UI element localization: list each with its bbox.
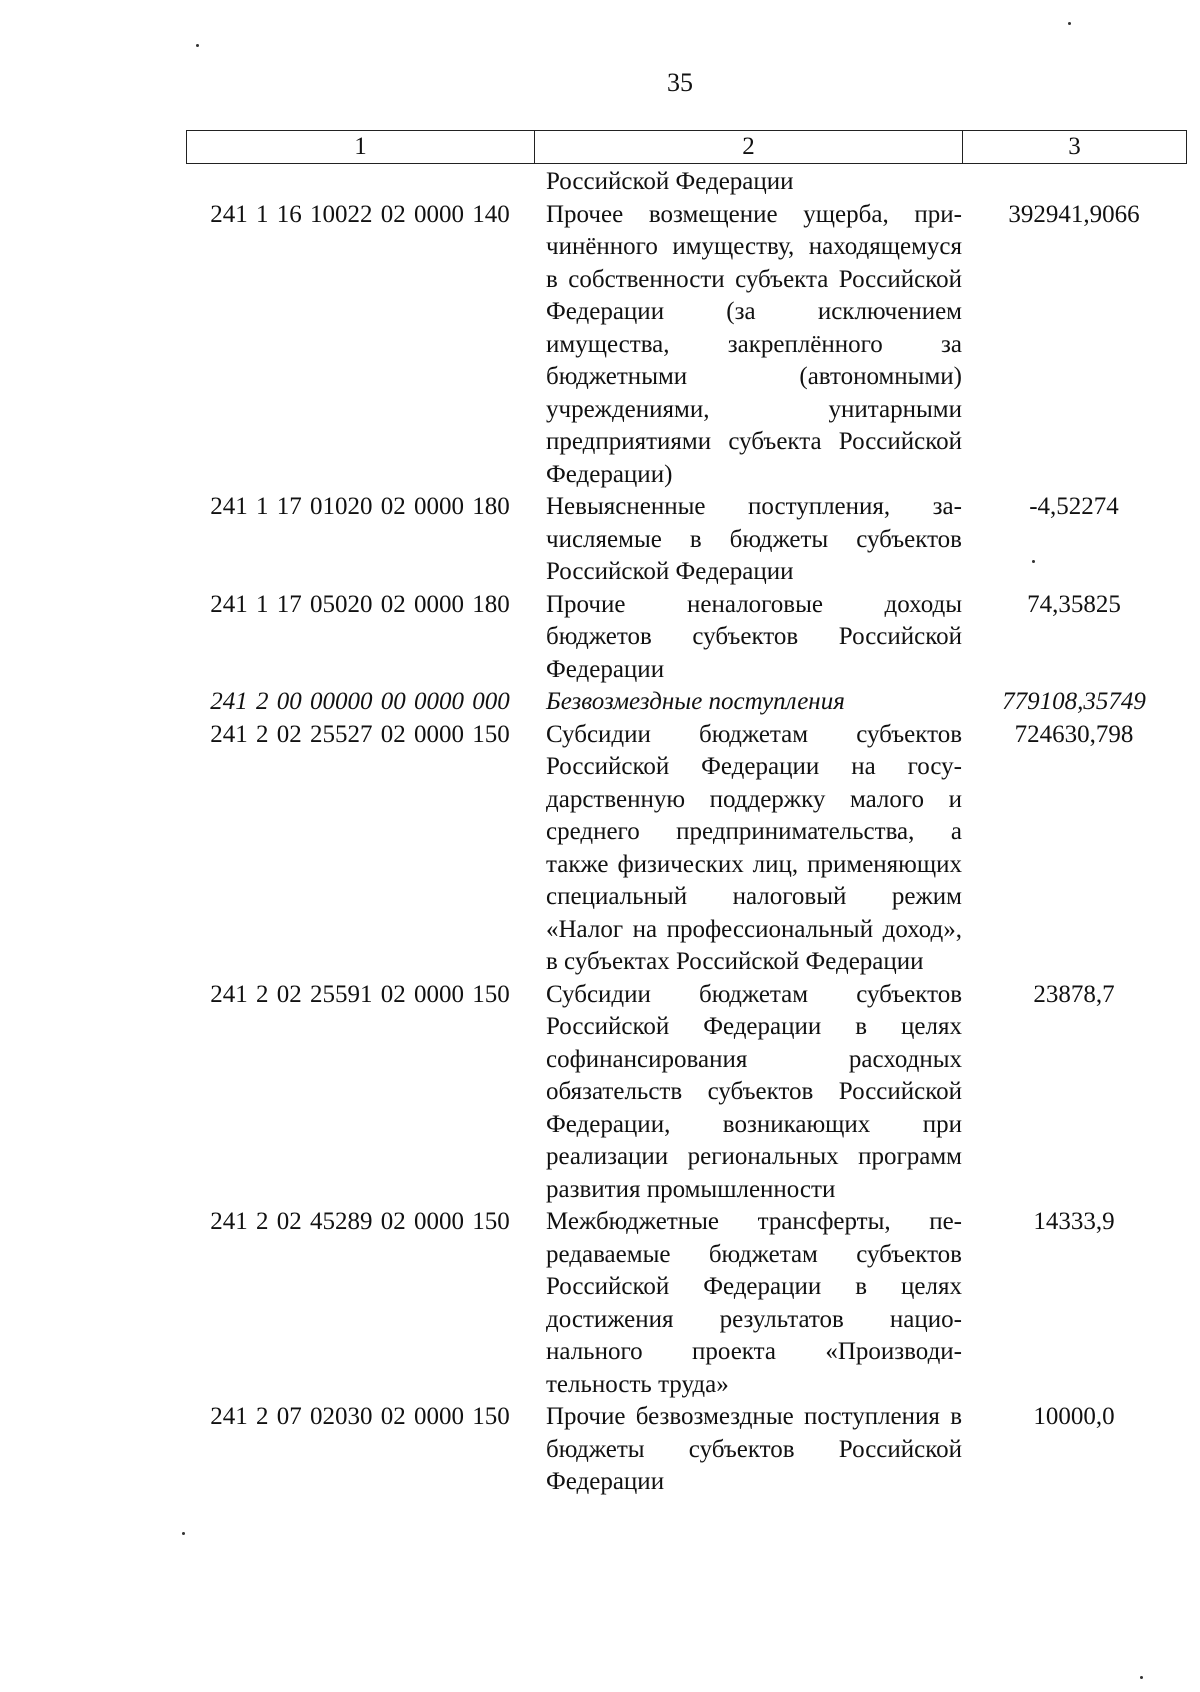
scan-speck [1140, 1676, 1143, 1679]
amount-value: 10000,0 [1033, 1403, 1115, 1430]
amount-value: 14333,9 [1033, 1208, 1115, 1235]
amount-value: 724630,798 [1014, 720, 1134, 748]
income-description: Прочие безвозмездные поступления в бюджеты субъектов Российской Федерации [546, 1403, 962, 1495]
table-row [186, 719, 1186, 979]
income-description: Безвозмездные поступления [546, 688, 845, 715]
column-header-1: 1 [187, 131, 535, 164]
income-description: Субсидии бюджетам субъектов Российской Федерации на государственную поддержку малого и среднего предпринимательства, а также физических лиц, применяющих специальный налоговый режим «Налог на профессиональный доход», в субъектах Российской Федерации [546, 720, 962, 975]
budget-code: 241 2 00 00000 00 0000 000 [210, 688, 510, 715]
amount-value: -4,52274 [1029, 493, 1119, 520]
amount-value: 392941,9066 [1008, 200, 1140, 228]
table-body [186, 166, 1186, 1499]
amount-value: 779108,35749 [1002, 688, 1146, 715]
table-row [186, 589, 1186, 687]
scan-speck [1068, 22, 1071, 25]
income-description: Невыясненные поступления, зачисляемые в бюджеты субъектов Российской Федерации [546, 493, 962, 585]
budget-code: 241 1 17 01020 02 0000 180 [210, 493, 510, 520]
table-row [186, 199, 1186, 492]
table-row [186, 166, 1186, 199]
income-description: Российской Федерации [546, 168, 794, 195]
income-description: Субсидии бюджетам субъектов Российской Федерации в целях софинансирования расходных обязательств субъектов Российской Федерации, возникающих при реализации региональных программ развития промышленности [546, 980, 962, 1203]
table-header [186, 130, 1187, 164]
budget-code: 241 2 07 02030 02 0000 150 [210, 1403, 510, 1430]
budget-code: 241 2 02 25591 02 0000 150 [210, 980, 510, 1008]
budget-code: 241 1 16 10022 02 0000 140 [210, 200, 510, 228]
budget-code: 241 2 02 45289 02 0000 150 [210, 1208, 510, 1235]
table-row [186, 491, 1186, 589]
budget-code: 241 1 17 05020 02 0000 180 [210, 590, 510, 618]
budget-code: 241 2 02 25527 02 0000 150 [210, 720, 510, 748]
column-header-3: 3 [963, 131, 1187, 164]
income-description: Прочие неналоговые доходы бюджетов субъектов Российской Федерации [546, 590, 962, 683]
amount-value: 74,35825 [1027, 590, 1121, 618]
page-number: 35 [667, 68, 693, 97]
table-row [186, 686, 1186, 719]
scan-speck [196, 44, 199, 47]
amount-value: 23878,7 [1033, 980, 1115, 1008]
table-row [186, 979, 1186, 1207]
income-description: Прочее возмещение ущерба, причинённого имуществу, находящемуся в собственности субъекта Российской Федерации (за исключением имущества, закреплённого за бюджетными (автономными) учреждениями, унитарными предприятиями субъекта Российской Федерации) [546, 200, 962, 488]
income-description: Межбюджетные трансферты, передаваемые бюджетам субъектов Российской Федерации в целях достижения результатов национального проекта «Производительность труда» [546, 1208, 962, 1398]
scan-speck [182, 1532, 185, 1535]
table-row [186, 1206, 1186, 1401]
table-row [186, 1401, 1186, 1499]
column-header-2: 2 [535, 131, 963, 164]
